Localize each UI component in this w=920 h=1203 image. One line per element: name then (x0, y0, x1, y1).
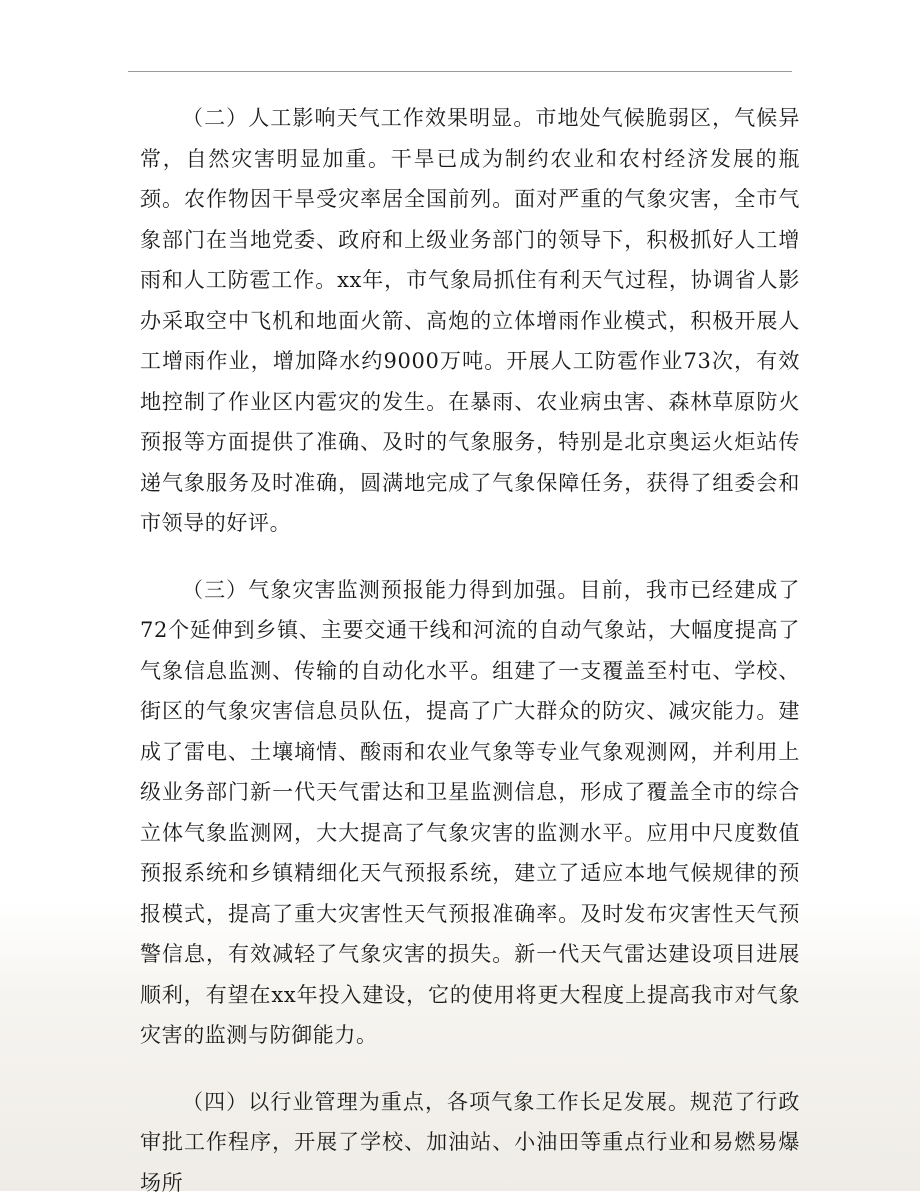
document-body (140, 98, 800, 1203)
paragraph-2: （二）人工影响天气工作效果明显。市地处气候脆弱区，气候异常，自然灾害明显加重。干旱已成为制约农业和农村经济发展的瓶颈。农作物因干旱受灾率居全国前列。面对严重的气象灾害，全市气象部门在当地党委、政府和上级业务部门的领导下，积极抓好人工增雨和人工防雹工作。xx年，市气象局抓住有利天气过程，协调省人影办采取空中飞机和地面火箭、高炮的立体增雨作业模式，积极开展人工增雨作业，增加降水约9000万吨。开展人工防雹作业73次，有效地控制了作业区内雹灾的发生。在暴雨、农业病虫害、森林草原防火预报等方面提供了准确、及时的气象服务，特别是北京奥运火炬站传递气象服务及时准确，圆满地完成了气象保障任务，获得了组委会和市领导的好评。 (140, 98, 800, 544)
paragraph-3: （三）气象灾害监测预报能力得到加强。目前，我市已经建成了72个延伸到乡镇、主要交通干线和河流的自动气象站，大幅度提高了气象信息监测、传输的自动化水平。组建了一支覆盖至村屯、学校、街区的气象灾害信息员队伍，提高了广大群众的防灾、减灾能力。建成了雷电、土壤墒情、酸雨和农业气象等专业气象观测网，并利用上级业务部门新一代天气雷达和卫星监测信息，形成了覆盖全市的综合立体气象监测网，大大提高了气象灾害的监测水平。应用中尺度数值预报系统和乡镇精细化天气预报系统，建立了适应本地气候规律的预报模式，提高了重大灾害性天气预报准确率。及时发布灾害性天气预警信息，有效减轻了气象灾害的损失。新一代天气雷达建设项目进展顺利，有望在xx年投入建设，它的使用将更大程度上提高我市对气象灾害的监测与防御能力。 (140, 570, 800, 1056)
paragraph-4: （四）以行业管理为重点，各项气象工作长足发展。规范了行政审批工作程序，开展了学校、加油站、小油田等重点行业和易燃易爆场所 (140, 1082, 800, 1203)
header-rule (128, 71, 792, 72)
